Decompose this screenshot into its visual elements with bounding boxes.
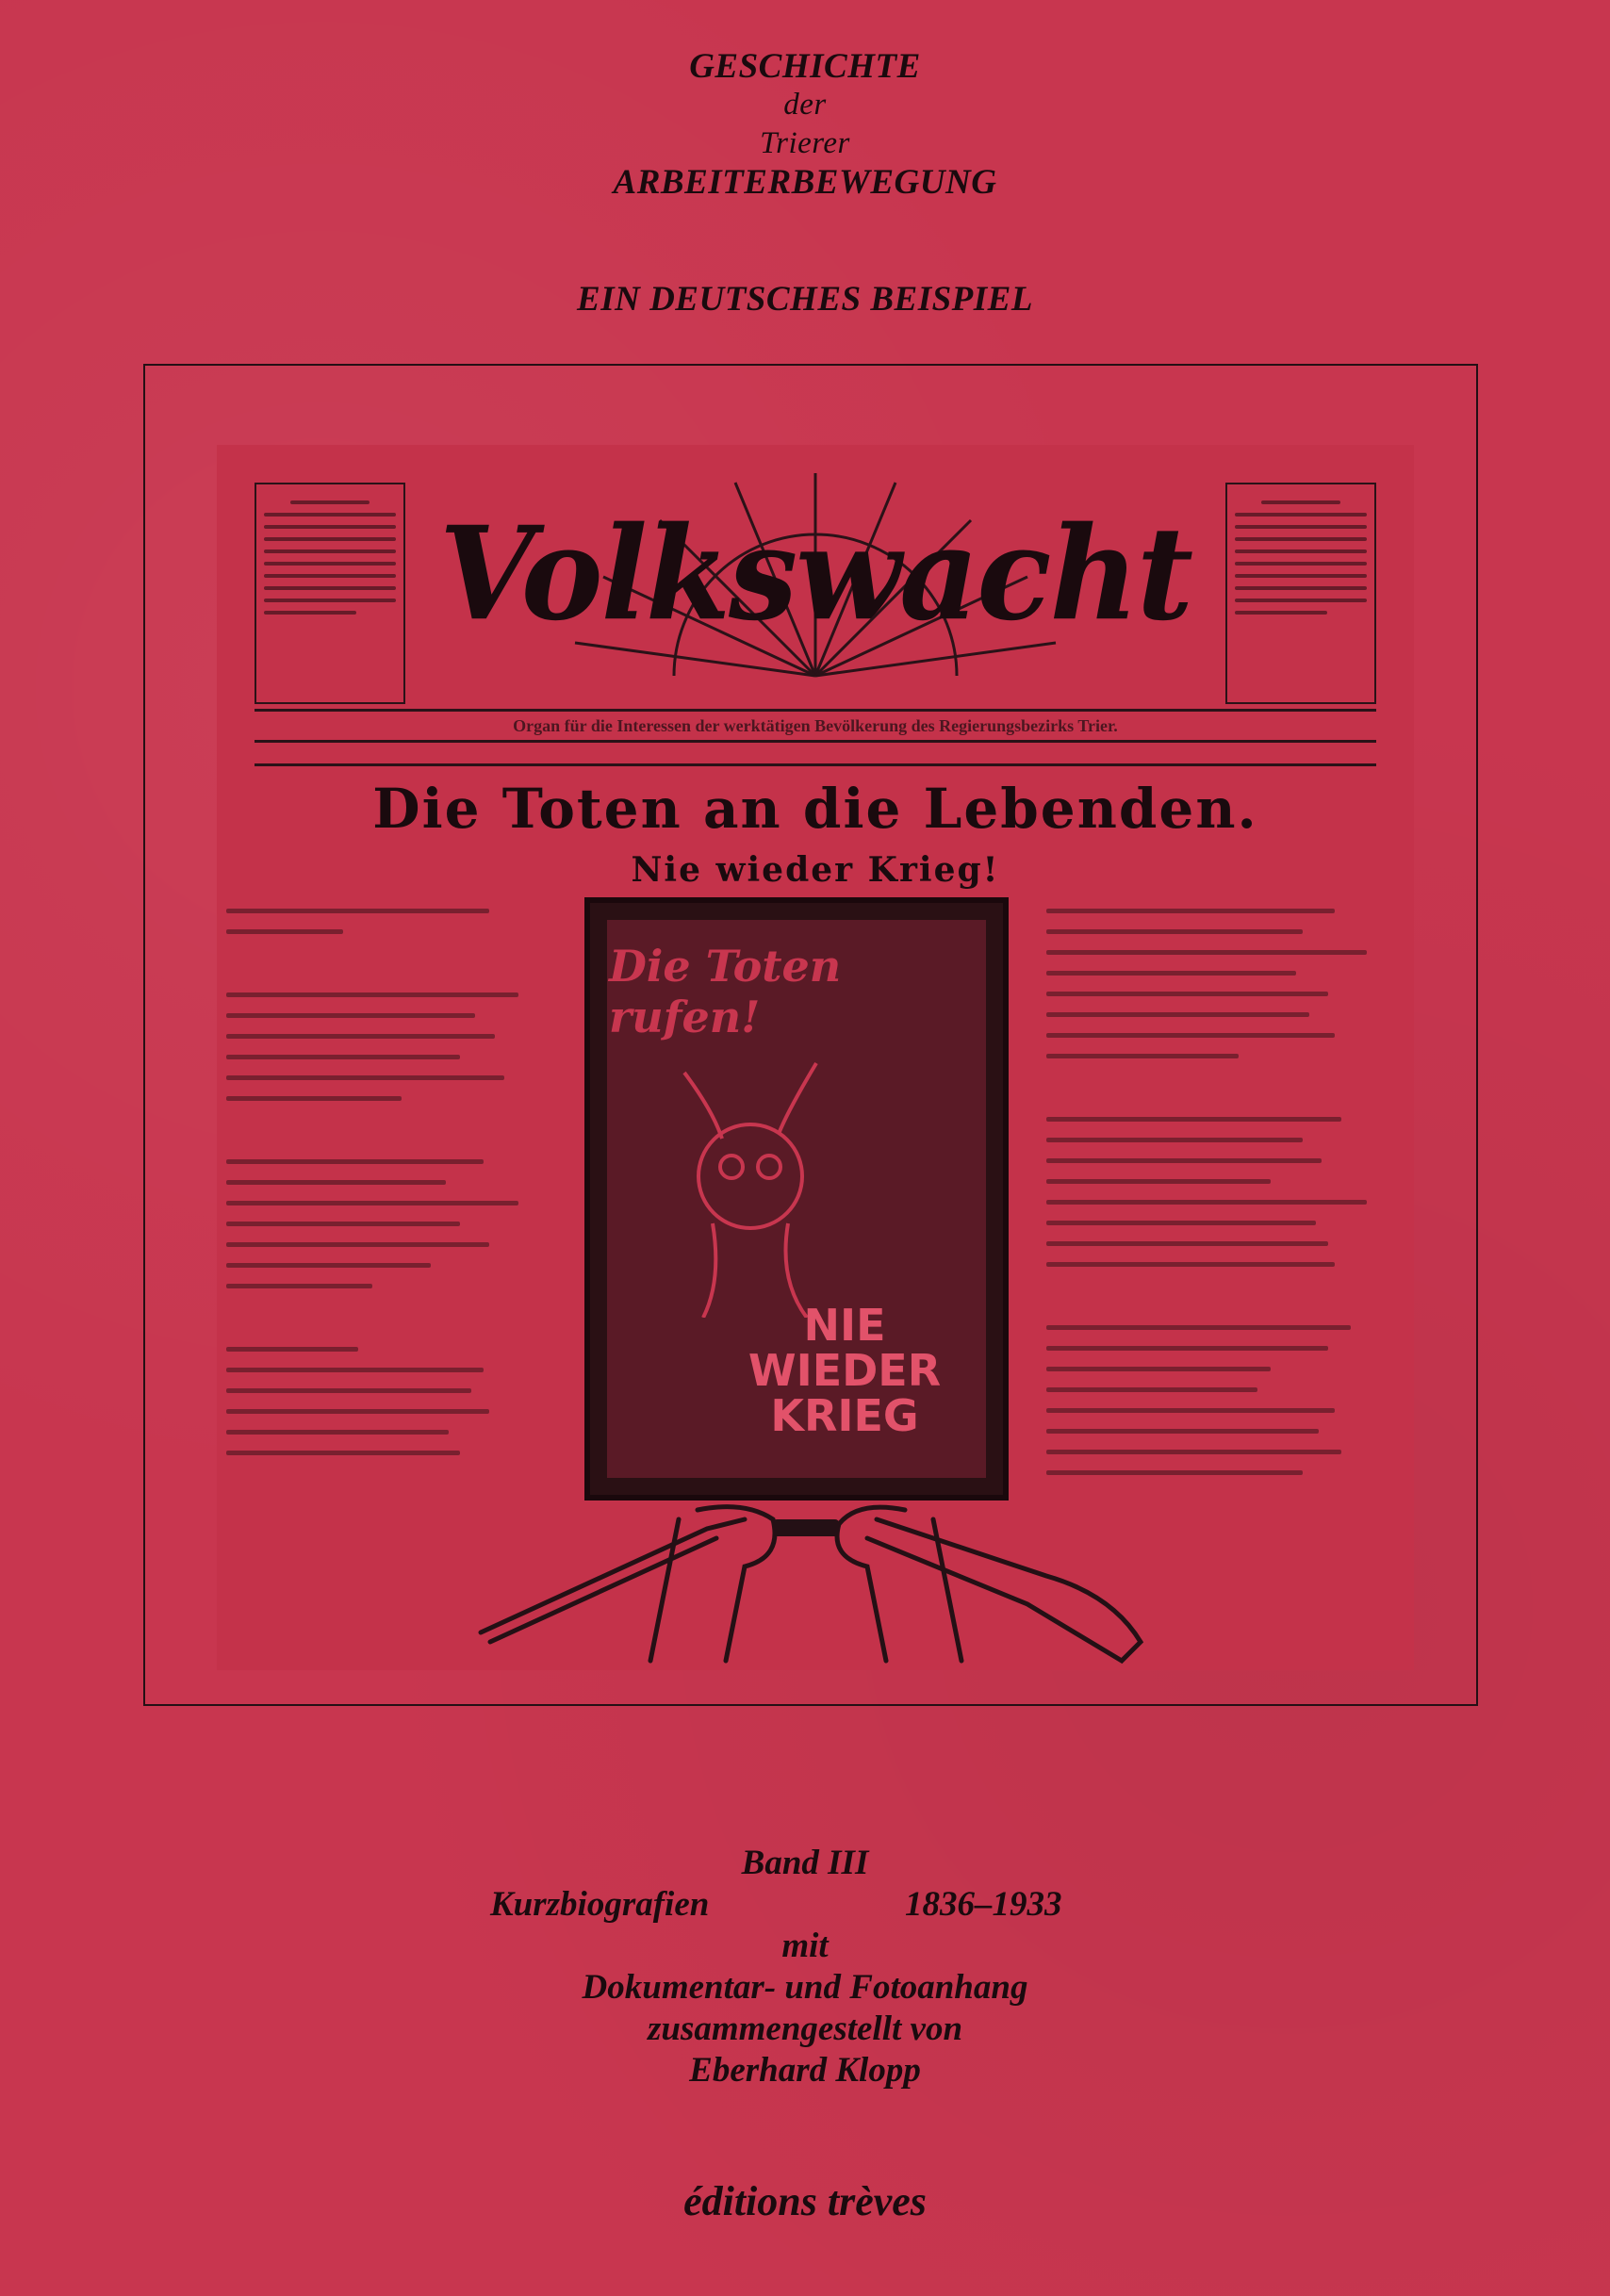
newspaper-clipping <box>217 445 1414 1670</box>
anhang: Dokumentar- und Fotoanhang <box>582 1968 1028 2007</box>
publisher: éditions trèves <box>683 2178 927 2224</box>
fists-breaking-rifle-icon <box>462 1501 1159 1670</box>
masthead-left-box <box>255 483 405 704</box>
volume-info <box>0 1843 1610 2091</box>
dateline <box>255 743 1376 766</box>
title-line-1: GESCHICHTE <box>689 47 921 86</box>
mit: mit <box>781 1927 829 1965</box>
series-title <box>0 47 1610 202</box>
kurzbiografien: Kurzbiografien <box>490 1885 710 1924</box>
zusammengestellt: zusammengestellt von <box>647 2009 963 2048</box>
masthead-right-box <box>1225 483 1376 704</box>
title-line-2: der <box>783 88 827 122</box>
kurzbiografien-row <box>0 1884 1610 1926</box>
title-line-4: ARBEITERBEWEGUNG <box>613 163 997 202</box>
masthead-title: Volkswacht <box>438 498 1192 649</box>
subtitle: EIN DEUTSCHES BEISPIEL <box>577 280 1033 319</box>
poster-top-text: Die Toten rufen! <box>609 941 842 1042</box>
organ-line: Organ für die Interessen der werktätigen Bevölkerung des Regierungsbezirks Trier. <box>255 709 1376 743</box>
subheadline: Nie wieder Krieg! <box>631 850 1000 890</box>
poster-bottom-text: NIE WIEDER KRIEG <box>748 1300 942 1441</box>
right-text-column <box>1046 893 1367 1491</box>
skull-figure-icon <box>628 1035 911 1318</box>
band: Band III <box>741 1844 869 1882</box>
author: Eberhard Klopp <box>689 2051 921 2090</box>
years: 1836–1933 <box>905 1885 1062 1924</box>
war-poster <box>584 897 1009 1501</box>
left-text-column <box>226 893 518 1471</box>
headline: Die Toten an die Lebenden. <box>372 777 1258 841</box>
title-line-3: Trierer <box>760 126 850 160</box>
